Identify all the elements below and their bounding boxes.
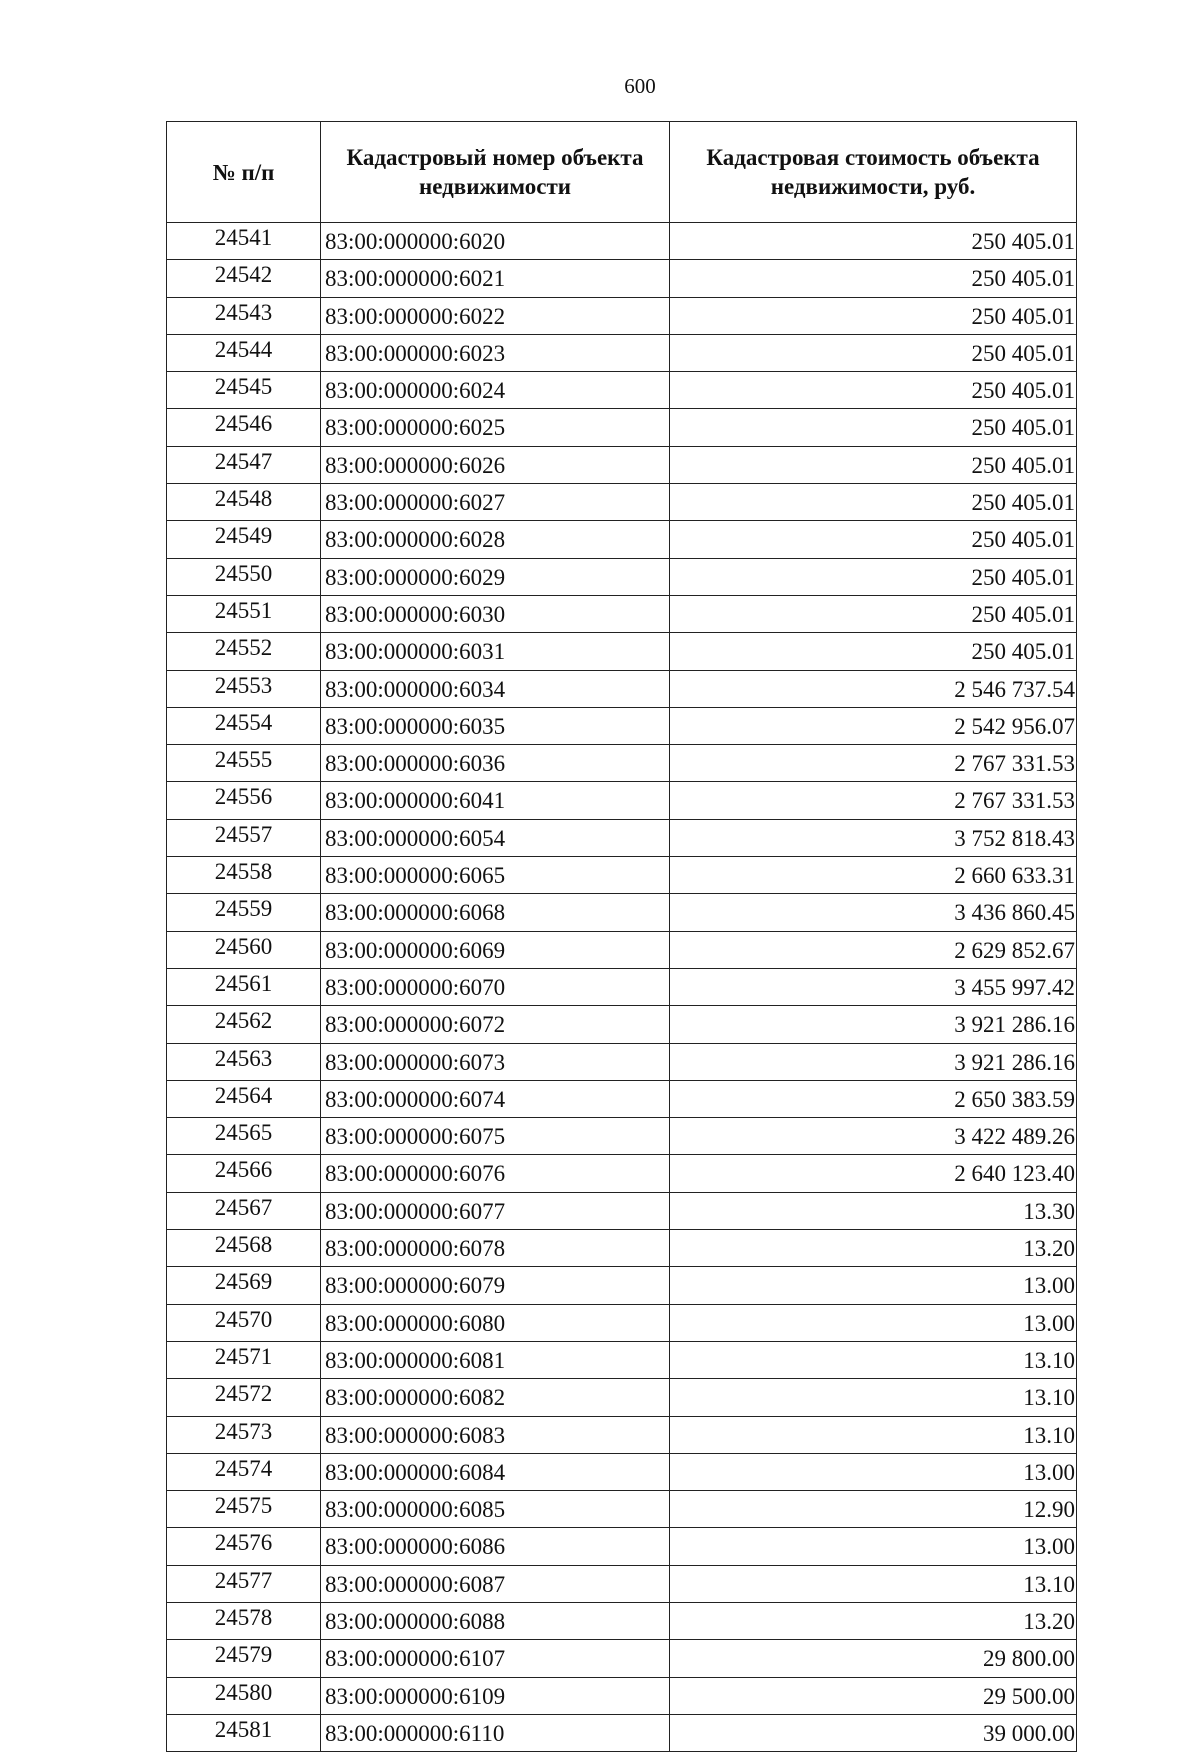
row-number-cell: 24541 <box>167 223 321 260</box>
cadastral-value-cell: 250 405.01 <box>670 558 1077 595</box>
row-number-cell: 24578 <box>167 1602 321 1639</box>
cadastral-value-cell: 13.20 <box>670 1230 1077 1267</box>
cadastral-number-cell: 83:00:000000:6084 <box>321 1453 670 1490</box>
cadastral-value-cell: 39 000.00 <box>670 1714 1077 1751</box>
header-cadastral-value: Кадастровая стоимость объекта недвижимости, руб. <box>670 122 1077 223</box>
table-row <box>167 1043 1077 1080</box>
row-number-cell: 24573 <box>167 1416 321 1453</box>
cadastral-number-cell: 83:00:000000:6028 <box>321 521 670 558</box>
row-number-cell: 24545 <box>167 372 321 409</box>
cadastral-number-cell: 83:00:000000:6109 <box>321 1677 670 1714</box>
row-number-cell: 24569 <box>167 1267 321 1304</box>
table-row <box>167 670 1077 707</box>
cadastral-value-cell: 3 455 997.42 <box>670 968 1077 1005</box>
table-row <box>167 1118 1077 1155</box>
cadastral-number-cell: 83:00:000000:6086 <box>321 1528 670 1565</box>
table-body <box>167 223 1077 1752</box>
table-row <box>167 1714 1077 1751</box>
cadastral-number-cell: 83:00:000000:6031 <box>321 633 670 670</box>
header-number: № п/п <box>167 122 321 223</box>
table-row <box>167 595 1077 632</box>
cadastral-number-cell: 83:00:000000:6077 <box>321 1192 670 1229</box>
cadastral-number-cell: 83:00:000000:6069 <box>321 931 670 968</box>
cadastral-value-cell: 2 542 956.07 <box>670 707 1077 744</box>
table-row <box>167 745 1077 782</box>
cadastral-value-cell: 250 405.01 <box>670 595 1077 632</box>
cadastral-value-cell: 12.90 <box>670 1491 1077 1528</box>
cadastral-number-cell: 83:00:000000:6020 <box>321 223 670 260</box>
cadastral-number-cell: 83:00:000000:6054 <box>321 819 670 856</box>
cadastral-value-cell: 3 752 818.43 <box>670 819 1077 856</box>
table-row <box>167 1602 1077 1639</box>
cadastral-value-cell: 2 546 737.54 <box>670 670 1077 707</box>
cadastral-value-cell: 13.10 <box>670 1565 1077 1602</box>
table-row <box>167 372 1077 409</box>
table-row <box>167 707 1077 744</box>
cadastral-number-cell: 83:00:000000:6088 <box>321 1602 670 1639</box>
row-number-cell: 24561 <box>167 968 321 1005</box>
row-number-cell: 24577 <box>167 1565 321 1602</box>
table-row <box>167 633 1077 670</box>
cadastral-value-cell: 13.30 <box>670 1192 1077 1229</box>
page-number: 600 <box>624 74 656 98</box>
cadastral-value-table <box>166 121 1077 1752</box>
table-row <box>167 1304 1077 1341</box>
table-row <box>167 1565 1077 1602</box>
cadastral-value-cell: 13.00 <box>670 1267 1077 1304</box>
row-number-cell: 24557 <box>167 819 321 856</box>
row-number-cell: 24575 <box>167 1491 321 1528</box>
cadastral-number-cell: 83:00:000000:6034 <box>321 670 670 707</box>
cadastral-value-cell: 250 405.01 <box>670 260 1077 297</box>
row-number-cell: 24566 <box>167 1155 321 1192</box>
row-number-cell: 24558 <box>167 857 321 894</box>
table-row <box>167 334 1077 371</box>
cadastral-number-cell: 83:00:000000:6085 <box>321 1491 670 1528</box>
cadastral-value-cell: 13.10 <box>670 1416 1077 1453</box>
table-row <box>167 1416 1077 1453</box>
cadastral-number-cell: 83:00:000000:6026 <box>321 446 670 483</box>
cadastral-number-cell: 83:00:000000:6083 <box>321 1416 670 1453</box>
cadastral-number-cell: 83:00:000000:6027 <box>321 484 670 521</box>
row-number-cell: 24543 <box>167 297 321 334</box>
table-row <box>167 1155 1077 1192</box>
cadastral-value-cell: 3 422 489.26 <box>670 1118 1077 1155</box>
cadastral-number-cell: 83:00:000000:6022 <box>321 297 670 334</box>
cadastral-value-cell: 2 650 383.59 <box>670 1080 1077 1117</box>
table-row <box>167 521 1077 558</box>
row-number-cell: 24570 <box>167 1304 321 1341</box>
table-row <box>167 968 1077 1005</box>
row-number-cell: 24581 <box>167 1714 321 1751</box>
row-number-cell: 24571 <box>167 1341 321 1378</box>
table-row <box>167 931 1077 968</box>
cadastral-value-cell: 250 405.01 <box>670 446 1077 483</box>
row-number-cell: 24559 <box>167 894 321 931</box>
cadastral-value-cell: 3 921 286.16 <box>670 1043 1077 1080</box>
table-row <box>167 1267 1077 1304</box>
row-number-cell: 24555 <box>167 745 321 782</box>
cadastral-number-cell: 83:00:000000:6065 <box>321 857 670 894</box>
table-row <box>167 1006 1077 1043</box>
row-number-cell: 24554 <box>167 707 321 744</box>
table-row <box>167 297 1077 334</box>
row-number-cell: 24579 <box>167 1640 321 1677</box>
row-number-cell: 24550 <box>167 558 321 595</box>
row-number-cell: 24542 <box>167 260 321 297</box>
cadastral-value-cell: 250 405.01 <box>670 297 1077 334</box>
cadastral-value-cell: 13.00 <box>670 1304 1077 1341</box>
cadastral-number-cell: 83:00:000000:6087 <box>321 1565 670 1602</box>
cadastral-number-cell: 83:00:000000:6080 <box>321 1304 670 1341</box>
row-number-cell: 24553 <box>167 670 321 707</box>
table-row <box>167 1677 1077 1714</box>
cadastral-number-cell: 83:00:000000:6041 <box>321 782 670 819</box>
cadastral-value-cell: 13.00 <box>670 1453 1077 1490</box>
table-row <box>167 1491 1077 1528</box>
cadastral-value-cell: 2 767 331.53 <box>670 745 1077 782</box>
cadastral-number-cell: 83:00:000000:6110 <box>321 1714 670 1751</box>
table-row <box>167 1192 1077 1229</box>
cadastral-value-cell: 250 405.01 <box>670 633 1077 670</box>
table-header-row <box>167 122 1077 223</box>
row-number-cell: 24563 <box>167 1043 321 1080</box>
cadastral-value-cell: 2 767 331.53 <box>670 782 1077 819</box>
table-row <box>167 223 1077 260</box>
cadastral-number-cell: 83:00:000000:6079 <box>321 1267 670 1304</box>
cadastral-number-cell: 83:00:000000:6072 <box>321 1006 670 1043</box>
row-number-cell: 24546 <box>167 409 321 446</box>
cadastral-value-cell: 2 660 633.31 <box>670 857 1077 894</box>
cadastral-value-cell: 13.00 <box>670 1528 1077 1565</box>
cadastral-value-cell: 29 500.00 <box>670 1677 1077 1714</box>
row-number-cell: 24549 <box>167 521 321 558</box>
cadastral-number-cell: 83:00:000000:6025 <box>321 409 670 446</box>
row-number-cell: 24580 <box>167 1677 321 1714</box>
row-number-cell: 24547 <box>167 446 321 483</box>
cadastral-number-cell: 83:00:000000:6082 <box>321 1379 670 1416</box>
row-number-cell: 24568 <box>167 1230 321 1267</box>
table-row <box>167 1080 1077 1117</box>
cadastral-value-cell: 250 405.01 <box>670 521 1077 558</box>
table-row <box>167 1528 1077 1565</box>
cadastral-number-cell: 83:00:000000:6023 <box>321 334 670 371</box>
cadastral-number-cell: 83:00:000000:6076 <box>321 1155 670 1192</box>
header-cadastral-number: Кадастровый номер объекта недвижимости <box>321 122 670 223</box>
cadastral-value-cell: 3 436 860.45 <box>670 894 1077 931</box>
table-row <box>167 1640 1077 1677</box>
table-row <box>167 1230 1077 1267</box>
row-number-cell: 24560 <box>167 931 321 968</box>
cadastral-number-cell: 83:00:000000:6036 <box>321 745 670 782</box>
table-row <box>167 1341 1077 1378</box>
cadastral-number-cell: 83:00:000000:6030 <box>321 595 670 632</box>
cadastral-value-cell: 250 405.01 <box>670 409 1077 446</box>
row-number-cell: 24562 <box>167 1006 321 1043</box>
cadastral-value-cell: 250 405.01 <box>670 372 1077 409</box>
cadastral-value-cell: 13.10 <box>670 1379 1077 1416</box>
row-number-cell: 24556 <box>167 782 321 819</box>
row-number-cell: 24572 <box>167 1379 321 1416</box>
cadastral-value-cell: 250 405.01 <box>670 223 1077 260</box>
cadastral-value-cell: 13.20 <box>670 1602 1077 1639</box>
cadastral-value-cell: 250 405.01 <box>670 334 1077 371</box>
cadastral-number-cell: 83:00:000000:6068 <box>321 894 670 931</box>
cadastral-number-cell: 83:00:000000:6035 <box>321 707 670 744</box>
cadastral-number-cell: 83:00:000000:6081 <box>321 1341 670 1378</box>
cadastral-number-cell: 83:00:000000:6029 <box>321 558 670 595</box>
table-row <box>167 558 1077 595</box>
row-number-cell: 24567 <box>167 1192 321 1229</box>
cadastral-number-cell: 83:00:000000:6021 <box>321 260 670 297</box>
table-row <box>167 446 1077 483</box>
cadastral-value-cell: 29 800.00 <box>670 1640 1077 1677</box>
row-number-cell: 24564 <box>167 1080 321 1117</box>
row-number-cell: 24552 <box>167 633 321 670</box>
table-row <box>167 894 1077 931</box>
row-number-cell: 24574 <box>167 1453 321 1490</box>
table-row <box>167 1453 1077 1490</box>
cadastral-number-cell: 83:00:000000:6070 <box>321 968 670 1005</box>
table-row <box>167 857 1077 894</box>
table-row <box>167 484 1077 521</box>
cadastral-value-cell: 2 629 852.67 <box>670 931 1077 968</box>
table-row <box>167 1379 1077 1416</box>
cadastral-value-cell: 250 405.01 <box>670 484 1077 521</box>
row-number-cell: 24551 <box>167 595 321 632</box>
cadastral-value-cell: 2 640 123.40 <box>670 1155 1077 1192</box>
table-header <box>167 122 1077 223</box>
table-row <box>167 819 1077 856</box>
table-row <box>167 409 1077 446</box>
cadastral-number-cell: 83:00:000000:6024 <box>321 372 670 409</box>
cadastral-number-cell: 83:00:000000:6078 <box>321 1230 670 1267</box>
cadastral-value-cell: 3 921 286.16 <box>670 1006 1077 1043</box>
row-number-cell: 24544 <box>167 334 321 371</box>
row-number-cell: 24565 <box>167 1118 321 1155</box>
cadastral-value-cell: 13.10 <box>670 1341 1077 1378</box>
table-row <box>167 782 1077 819</box>
row-number-cell: 24548 <box>167 484 321 521</box>
cadastral-number-cell: 83:00:000000:6075 <box>321 1118 670 1155</box>
table-row <box>167 260 1077 297</box>
cadastral-number-cell: 83:00:000000:6074 <box>321 1080 670 1117</box>
cadastral-number-cell: 83:00:000000:6107 <box>321 1640 670 1677</box>
row-number-cell: 24576 <box>167 1528 321 1565</box>
cadastral-number-cell: 83:00:000000:6073 <box>321 1043 670 1080</box>
